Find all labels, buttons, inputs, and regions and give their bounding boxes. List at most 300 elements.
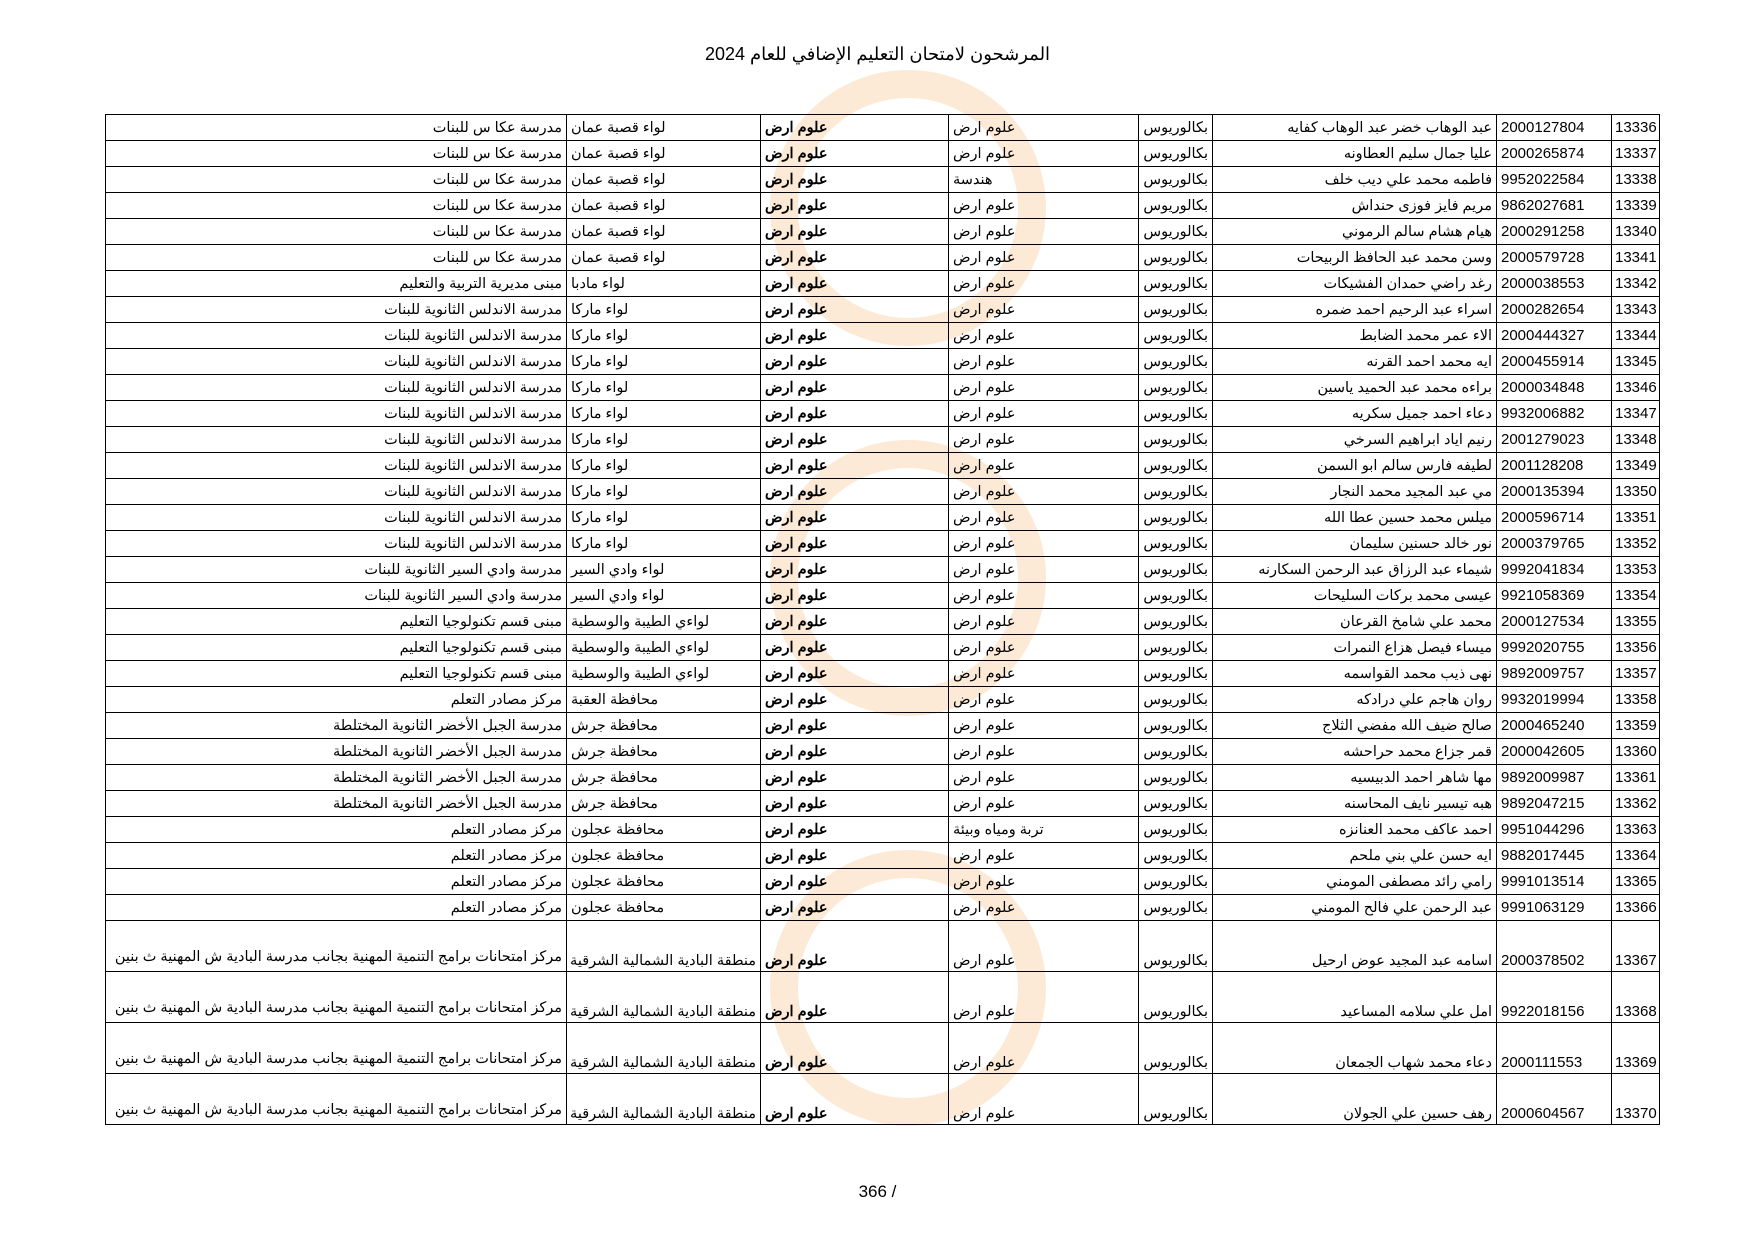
table-row [106, 115, 1660, 141]
district-cell: لواءي الطيبة والوسطية [567, 609, 761, 635]
district-cell: لواء ماركا [567, 375, 761, 401]
national-id-cell: 2000135394 [1497, 479, 1612, 505]
exam-subject-cell: علوم ارض [761, 635, 949, 661]
candidate-name-cell: قمر جزاع محمد حراحشه [1213, 739, 1497, 765]
table-row [106, 401, 1660, 427]
exam-subject-cell: علوم ارض [761, 297, 949, 323]
district-cell: محافظة جرش [567, 765, 761, 791]
table-row [106, 713, 1660, 739]
candidate-name-cell: شيماء عبد الرزاق عبد الرحمن السكارنه [1213, 557, 1497, 583]
exam-center-cell: مدرسة الاندلس الثانوية للبنات [106, 453, 567, 479]
exam-subject-cell: علوم ارض [761, 531, 949, 557]
candidate-name-cell: ميلس محمد حسين عطا الله [1213, 505, 1497, 531]
exam-subject-cell: علوم ارض [761, 271, 949, 297]
degree-cell: بكالوريوس [1139, 609, 1213, 635]
degree-cell: بكالوريوس [1139, 427, 1213, 453]
candidate-name-cell: امل علي سلامه المساعيد [1213, 972, 1497, 1023]
degree-cell: بكالوريوس [1139, 843, 1213, 869]
exam-center-cell: مدرسة الاندلس الثانوية للبنات [106, 297, 567, 323]
seat-number-cell: 13344 [1612, 323, 1660, 349]
seat-number-cell: 13364 [1612, 843, 1660, 869]
exam-subject-cell: علوم ارض [761, 765, 949, 791]
candidate-name-cell: هبه تيسير نايف المحاسنه [1213, 791, 1497, 817]
table-row [106, 791, 1660, 817]
seat-number-cell: 13345 [1612, 349, 1660, 375]
candidate-name-cell: فاطمه محمد علي ديب خلف [1213, 167, 1497, 193]
degree-cell: بكالوريوس [1139, 323, 1213, 349]
degree-cell: بكالوريوس [1139, 479, 1213, 505]
specialization-cell: علوم ارض [949, 635, 1139, 661]
exam-subject-cell: علوم ارض [761, 401, 949, 427]
district-cell: محافظة عجلون [567, 817, 761, 843]
district-cell: لواء ماركا [567, 349, 761, 375]
exam-center-cell: مدرسة وادي السير الثانوية للبنات [106, 583, 567, 609]
seat-number-cell: 13366 [1612, 895, 1660, 921]
degree-cell: بكالوريوس [1139, 375, 1213, 401]
district-cell: منطقة البادية الشمالية الشرقية [567, 1023, 761, 1074]
degree-cell: بكالوريوس [1139, 583, 1213, 609]
seat-number-cell: 13346 [1612, 375, 1660, 401]
national-id-cell: 2001279023 [1497, 427, 1612, 453]
seat-number-cell: 13368 [1612, 972, 1660, 1023]
degree-cell: بكالوريوس [1139, 453, 1213, 479]
national-id-cell: 9992020755 [1497, 635, 1612, 661]
degree-cell: بكالوريوس [1139, 972, 1213, 1023]
degree-cell: بكالوريوس [1139, 271, 1213, 297]
exam-subject-cell: علوم ارض [761, 609, 949, 635]
district-cell: لواء قصبة عمان [567, 245, 761, 271]
exam-subject-cell: علوم ارض [761, 427, 949, 453]
national-id-cell: 2000127804 [1497, 115, 1612, 141]
degree-cell: بكالوريوس [1139, 739, 1213, 765]
seat-number-cell: 13338 [1612, 167, 1660, 193]
specialization-cell: علوم ارض [949, 219, 1139, 245]
district-cell: لواءي الطيبة والوسطية [567, 635, 761, 661]
candidate-name-cell: ميساء فيصل هزاع النمرات [1213, 635, 1497, 661]
degree-cell: بكالوريوس [1139, 687, 1213, 713]
district-cell: لواء وادي السير [567, 583, 761, 609]
table-row [106, 765, 1660, 791]
exam-center-cell: مدرسة الجبل الأخضر الثانوية المختلطة [106, 765, 567, 791]
candidate-name-cell: لطيفه فارس سالم ابو السمن [1213, 453, 1497, 479]
candidate-name-cell: محمد علي شامخ القرعان [1213, 609, 1497, 635]
district-cell: محافظة جرش [567, 713, 761, 739]
degree-cell: بكالوريوس [1139, 297, 1213, 323]
national-id-cell: 2000127534 [1497, 609, 1612, 635]
table-row [106, 219, 1660, 245]
exam-center-cell: مبنى قسم تكنولوجيا التعليم [106, 609, 567, 635]
seat-number-cell: 13353 [1612, 557, 1660, 583]
national-id-cell: 9892047215 [1497, 791, 1612, 817]
exam-center-cell: مدرسة الجبل الأخضر الثانوية المختلطة [106, 739, 567, 765]
exam-subject-cell: علوم ارض [761, 895, 949, 921]
national-id-cell: 9921058369 [1497, 583, 1612, 609]
candidate-name-cell: دعاء احمد جميل سكريه [1213, 401, 1497, 427]
exam-center-cell: مركز امتحانات برامج التنمية المهنية بجانب مدرسة البادية ش المهنية ث بنين [106, 1023, 567, 1074]
exam-subject-cell: علوم ارض [761, 557, 949, 583]
candidate-name-cell: هيام هشام سالم الرموني [1213, 219, 1497, 245]
exam-subject-cell: علوم ارض [761, 791, 949, 817]
exam-center-cell: مدرسة عكا س للبنات [106, 245, 567, 271]
exam-subject-cell: علوم ارض [761, 505, 949, 531]
seat-number-cell: 13339 [1612, 193, 1660, 219]
specialization-cell: علوم ارض [949, 739, 1139, 765]
candidate-name-cell: اسامه عبد المجيد عوض ارحيل [1213, 921, 1497, 972]
national-id-cell: 9951044296 [1497, 817, 1612, 843]
district-cell: محافظة جرش [567, 739, 761, 765]
degree-cell: بكالوريوس [1139, 219, 1213, 245]
seat-number-cell: 13365 [1612, 869, 1660, 895]
exam-subject-cell: علوم ارض [761, 219, 949, 245]
national-id-cell: 2000034848 [1497, 375, 1612, 401]
exam-center-cell: مركز امتحانات برامج التنمية المهنية بجانب مدرسة البادية ش المهنية ث بنين [106, 1074, 567, 1125]
district-cell: محافظة عجلون [567, 843, 761, 869]
exam-subject-cell: علوم ارض [761, 193, 949, 219]
national-id-cell: 2000604567 [1497, 1074, 1612, 1125]
district-cell: لواء ماركا [567, 323, 761, 349]
district-cell: لواء قصبة عمان [567, 193, 761, 219]
specialization-cell: علوم ارض [949, 323, 1139, 349]
page-title: المرشحون لامتحان التعليم الإضافي للعام 2024 [704, 44, 1051, 64]
degree-cell: بكالوريوس [1139, 661, 1213, 687]
degree-cell: بكالوريوس [1139, 869, 1213, 895]
candidate-name-cell: رغد راضي حمدان الفشيكات [1213, 271, 1497, 297]
seat-number-cell: 13340 [1612, 219, 1660, 245]
exam-center-cell: مدرسة الجبل الأخضر الثانوية المختلطة [106, 713, 567, 739]
table-row [106, 323, 1660, 349]
table-row [106, 869, 1660, 895]
candidate-name-cell: رهف حسين علي الجولان [1213, 1074, 1497, 1125]
exam-center-cell: مدرسة الجبل الأخضر الثانوية المختلطة [106, 791, 567, 817]
specialization-cell: علوم ارض [949, 843, 1139, 869]
exam-subject-cell: علوم ارض [761, 817, 949, 843]
candidate-name-cell: رامي رائد مصطفى المومني [1213, 869, 1497, 895]
degree-cell: بكالوريوس [1139, 895, 1213, 921]
table-row [106, 972, 1660, 1023]
exam-subject-cell: علوم ارض [761, 921, 949, 972]
specialization-cell: هندسة [949, 167, 1139, 193]
exam-subject-cell: علوم ارض [761, 739, 949, 765]
exam-center-cell: مركز مصادر التعلم [106, 869, 567, 895]
exam-center-cell: مدرسة عكا س للبنات [106, 193, 567, 219]
specialization-cell: علوم ارض [949, 583, 1139, 609]
exam-center-cell: مدرسة عكا س للبنات [106, 219, 567, 245]
exam-subject-cell: علوم ارض [761, 323, 949, 349]
seat-number-cell: 13358 [1612, 687, 1660, 713]
candidate-name-cell: ايه حسن علي بني ملحم [1213, 843, 1497, 869]
national-id-cell: 9882017445 [1497, 843, 1612, 869]
district-cell: لواء ماركا [567, 453, 761, 479]
district-cell: منطقة البادية الشمالية الشرقية [567, 972, 761, 1023]
exam-center-cell: مبنى قسم تكنولوجيا التعليم [106, 635, 567, 661]
district-cell: محافظة العقبة [567, 687, 761, 713]
district-cell: محافظة عجلون [567, 895, 761, 921]
national-id-cell: 9932019994 [1497, 687, 1612, 713]
specialization-cell: علوم ارض [949, 687, 1139, 713]
table-row [106, 739, 1660, 765]
national-id-cell: 9892009987 [1497, 765, 1612, 791]
seat-number-cell: 13337 [1612, 141, 1660, 167]
exam-subject-cell: علوم ارض [761, 349, 949, 375]
exam-subject-cell: علوم ارض [761, 375, 949, 401]
degree-cell: بكالوريوس [1139, 635, 1213, 661]
specialization-cell: علوم ارض [949, 141, 1139, 167]
specialization-cell: علوم ارض [949, 115, 1139, 141]
national-id-cell: 2000282654 [1497, 297, 1612, 323]
exam-subject-cell: علوم ارض [761, 972, 949, 1023]
degree-cell: بكالوريوس [1139, 245, 1213, 271]
district-cell: منطقة البادية الشمالية الشرقية [567, 921, 761, 972]
specialization-cell: علوم ارض [949, 531, 1139, 557]
exam-center-cell: مركز امتحانات برامج التنمية المهنية بجانب مدرسة البادية ش المهنية ث بنين [106, 972, 567, 1023]
exam-center-cell: مدرسة الاندلس الثانوية للبنات [106, 349, 567, 375]
exam-center-cell: مدرسة عكا س للبنات [106, 167, 567, 193]
table-row [106, 583, 1660, 609]
seat-number-cell: 13370 [1612, 1074, 1660, 1125]
specialization-cell: علوم ارض [949, 427, 1139, 453]
exam-subject-cell: علوم ارض [761, 583, 949, 609]
table-row [106, 505, 1660, 531]
specialization-cell: علوم ارض [949, 791, 1139, 817]
exam-subject-cell: علوم ارض [761, 115, 949, 141]
seat-number-cell: 13350 [1612, 479, 1660, 505]
seat-number-cell: 13355 [1612, 609, 1660, 635]
candidate-name-cell: دعاء محمد شهاب الجمعان [1213, 1023, 1497, 1074]
degree-cell: بكالوريوس [1139, 817, 1213, 843]
candidate-name-cell: الاء عمر محمد الضابط [1213, 323, 1497, 349]
district-cell: لواء وادي السير [567, 557, 761, 583]
table-row [106, 921, 1660, 972]
degree-cell: بكالوريوس [1139, 167, 1213, 193]
degree-cell: بكالوريوس [1139, 791, 1213, 817]
seat-number-cell: 13363 [1612, 817, 1660, 843]
district-cell: لواء قصبة عمان [567, 219, 761, 245]
specialization-cell: علوم ارض [949, 557, 1139, 583]
table-row [106, 427, 1660, 453]
table-row [106, 531, 1660, 557]
candidate-name-cell: صالح ضيف الله مفضي الثلاج [1213, 713, 1497, 739]
seat-number-cell: 13354 [1612, 583, 1660, 609]
national-id-cell: 2000596714 [1497, 505, 1612, 531]
candidate-name-cell: روان هاجم علي درادكه [1213, 687, 1497, 713]
candidate-name-cell: عبد الرحمن علي فالح المومني [1213, 895, 1497, 921]
national-id-cell: 2000111553 [1497, 1023, 1612, 1074]
seat-number-cell: 13367 [1612, 921, 1660, 972]
table-row [106, 1074, 1660, 1125]
degree-cell: بكالوريوس [1139, 115, 1213, 141]
specialization-cell: علوم ارض [949, 453, 1139, 479]
exam-subject-cell: علوم ارض [761, 1023, 949, 1074]
exam-subject-cell: علوم ارض [761, 479, 949, 505]
seat-number-cell: 13343 [1612, 297, 1660, 323]
seat-number-cell: 13352 [1612, 531, 1660, 557]
specialization-cell: علوم ارض [949, 193, 1139, 219]
table-row [106, 375, 1660, 401]
national-id-cell: 2000038553 [1497, 271, 1612, 297]
district-cell: لواءي الطيبة والوسطية [567, 661, 761, 687]
degree-cell: بكالوريوس [1139, 505, 1213, 531]
exam-center-cell: مدرسة عكا س للبنات [106, 141, 567, 167]
exam-subject-cell: علوم ارض [761, 687, 949, 713]
national-id-cell: 9932006882 [1497, 401, 1612, 427]
exam-subject-cell: علوم ارض [761, 869, 949, 895]
specialization-cell: علوم ارض [949, 609, 1139, 635]
exam-center-cell: مركز امتحانات برامج التنمية المهنية بجانب مدرسة البادية ش المهنية ث بنين [106, 921, 567, 972]
national-id-cell: 2001128208 [1497, 453, 1612, 479]
degree-cell: بكالوريوس [1139, 531, 1213, 557]
seat-number-cell: 13356 [1612, 635, 1660, 661]
table-row [106, 843, 1660, 869]
exam-center-cell: مدرسة الاندلس الثانوية للبنات [106, 375, 567, 401]
exam-subject-cell: علوم ارض [761, 661, 949, 687]
seat-number-cell: 13348 [1612, 427, 1660, 453]
exam-center-cell: مدرسة الاندلس الثانوية للبنات [106, 427, 567, 453]
seat-number-cell: 13341 [1612, 245, 1660, 271]
degree-cell: بكالوريوس [1139, 141, 1213, 167]
seat-number-cell: 13336 [1612, 115, 1660, 141]
candidate-name-cell: مي عبد المجيد محمد النجار [1213, 479, 1497, 505]
seat-number-cell: 13360 [1612, 739, 1660, 765]
candidate-name-cell: اسراء عبد الرحيم احمد ضمره [1213, 297, 1497, 323]
table-row [106, 167, 1660, 193]
national-id-cell: 2000455914 [1497, 349, 1612, 375]
table-row [106, 141, 1660, 167]
district-cell: لواء ماركا [567, 505, 761, 531]
degree-cell: بكالوريوس [1139, 193, 1213, 219]
exam-center-cell: مركز مصادر التعلم [106, 687, 567, 713]
candidate-name-cell: ايه محمد احمد القرنه [1213, 349, 1497, 375]
seat-number-cell: 13369 [1612, 1023, 1660, 1074]
seat-number-cell: 13349 [1612, 453, 1660, 479]
exam-subject-cell: علوم ارض [761, 713, 949, 739]
national-id-cell: 2000378502 [1497, 921, 1612, 972]
table-row [106, 609, 1660, 635]
district-cell: لواء قصبة عمان [567, 141, 761, 167]
national-id-cell: 2000265874 [1497, 141, 1612, 167]
national-id-cell: 2000042605 [1497, 739, 1612, 765]
specialization-cell: علوم ارض [949, 479, 1139, 505]
national-id-cell: 2000465240 [1497, 713, 1612, 739]
district-cell: لواء قصبة عمان [567, 115, 761, 141]
specialization-cell: علوم ارض [949, 921, 1139, 972]
table-row [106, 687, 1660, 713]
degree-cell: بكالوريوس [1139, 349, 1213, 375]
district-cell: محافظة جرش [567, 791, 761, 817]
specialization-cell: علوم ارض [949, 349, 1139, 375]
table-row [106, 193, 1660, 219]
exam-center-cell: مدرسة الاندلس الثانوية للبنات [106, 401, 567, 427]
specialization-cell: تربة ومياه وبيئة [949, 817, 1139, 843]
exam-center-cell: مدرسة وادي السير الثانوية للبنات [106, 557, 567, 583]
degree-cell: بكالوريوس [1139, 1023, 1213, 1074]
candidate-name-cell: نور خالد حسنين سليمان [1213, 531, 1497, 557]
national-id-cell: 9952022584 [1497, 167, 1612, 193]
candidate-name-cell: عيسى محمد بركات السليحات [1213, 583, 1497, 609]
specialization-cell: علوم ارض [949, 271, 1139, 297]
table-row [106, 271, 1660, 297]
exam-center-cell: مدرسة الاندلس الثانوية للبنات [106, 479, 567, 505]
candidate-name-cell: مريم فايز فوزى حنداش [1213, 193, 1497, 219]
specialization-cell: علوم ارض [949, 869, 1139, 895]
exam-center-cell: مركز مصادر التعلم [106, 895, 567, 921]
exam-subject-cell: علوم ارض [761, 1074, 949, 1125]
district-cell: لواء ماركا [567, 531, 761, 557]
seat-number-cell: 13361 [1612, 765, 1660, 791]
exam-subject-cell: علوم ارض [761, 245, 949, 271]
district-cell: لواء ماركا [567, 427, 761, 453]
district-cell: لواء قصبة عمان [567, 167, 761, 193]
seat-number-cell: 13362 [1612, 791, 1660, 817]
national-id-cell: 2000379765 [1497, 531, 1612, 557]
specialization-cell: علوم ارض [949, 245, 1139, 271]
district-cell: محافظة عجلون [567, 869, 761, 895]
national-id-cell: 9992041834 [1497, 557, 1612, 583]
table-row [106, 635, 1660, 661]
exam-center-cell: مبنى مديرية التربية والتعليم [106, 271, 567, 297]
national-id-cell: 9862027681 [1497, 193, 1612, 219]
candidate-name-cell: وسن محمد عبد الحافظ الربيحات [1213, 245, 1497, 271]
specialization-cell: علوم ارض [949, 972, 1139, 1023]
candidate-name-cell: مها شاهر احمد الدبيسيه [1213, 765, 1497, 791]
exam-subject-cell: علوم ارض [761, 167, 949, 193]
exam-center-cell: مركز مصادر التعلم [106, 817, 567, 843]
candidate-name-cell: احمد عاكف محمد العنانزه [1213, 817, 1497, 843]
table-row [106, 557, 1660, 583]
national-id-cell: 9892009757 [1497, 661, 1612, 687]
specialization-cell: علوم ارض [949, 765, 1139, 791]
exam-center-cell: مدرسة عكا س للبنات [106, 115, 567, 141]
degree-cell: بكالوريوس [1139, 557, 1213, 583]
seat-number-cell: 13357 [1612, 661, 1660, 687]
exam-center-cell: مبنى قسم تكنولوجيا التعليم [106, 661, 567, 687]
district-cell: منطقة البادية الشمالية الشرقية [567, 1074, 761, 1125]
table-row [106, 661, 1660, 687]
seat-number-cell: 13342 [1612, 271, 1660, 297]
seat-number-cell: 13347 [1612, 401, 1660, 427]
table-row [106, 453, 1660, 479]
national-id-cell: 9991063129 [1497, 895, 1612, 921]
exam-subject-cell: علوم ارض [761, 453, 949, 479]
national-id-cell: 9922018156 [1497, 972, 1612, 1023]
seat-number-cell: 13359 [1612, 713, 1660, 739]
exam-subject-cell: علوم ارض [761, 141, 949, 167]
district-cell: لواء ماركا [567, 401, 761, 427]
national-id-cell: 2000291258 [1497, 219, 1612, 245]
district-cell: لواء ماركا [567, 479, 761, 505]
table-row [106, 895, 1660, 921]
specialization-cell: علوم ارض [949, 895, 1139, 921]
specialization-cell: علوم ارض [949, 505, 1139, 531]
exam-subject-cell: علوم ارض [761, 843, 949, 869]
exam-center-cell: مدرسة الاندلس الثانوية للبنات [106, 531, 567, 557]
exam-center-cell: مدرسة الاندلس الثانوية للبنات [106, 323, 567, 349]
table-row [106, 297, 1660, 323]
degree-cell: بكالوريوس [1139, 401, 1213, 427]
national-id-cell: 2000579728 [1497, 245, 1612, 271]
candidate-name-cell: نهى ذيب محمد القواسمه [1213, 661, 1497, 687]
national-id-cell: 9991013514 [1497, 869, 1612, 895]
district-cell: لواء ماركا [567, 297, 761, 323]
table-row [106, 245, 1660, 271]
candidate-name-cell: رنيم اياد ابراهيم السرخي [1213, 427, 1497, 453]
district-cell: لواء مادبا [567, 271, 761, 297]
specialization-cell: علوم ارض [949, 1074, 1139, 1125]
specialization-cell: علوم ارض [949, 713, 1139, 739]
national-id-cell: 2000444327 [1497, 323, 1612, 349]
degree-cell: بكالوريوس [1139, 1074, 1213, 1125]
table-row [106, 349, 1660, 375]
specialization-cell: علوم ارض [949, 1023, 1139, 1074]
